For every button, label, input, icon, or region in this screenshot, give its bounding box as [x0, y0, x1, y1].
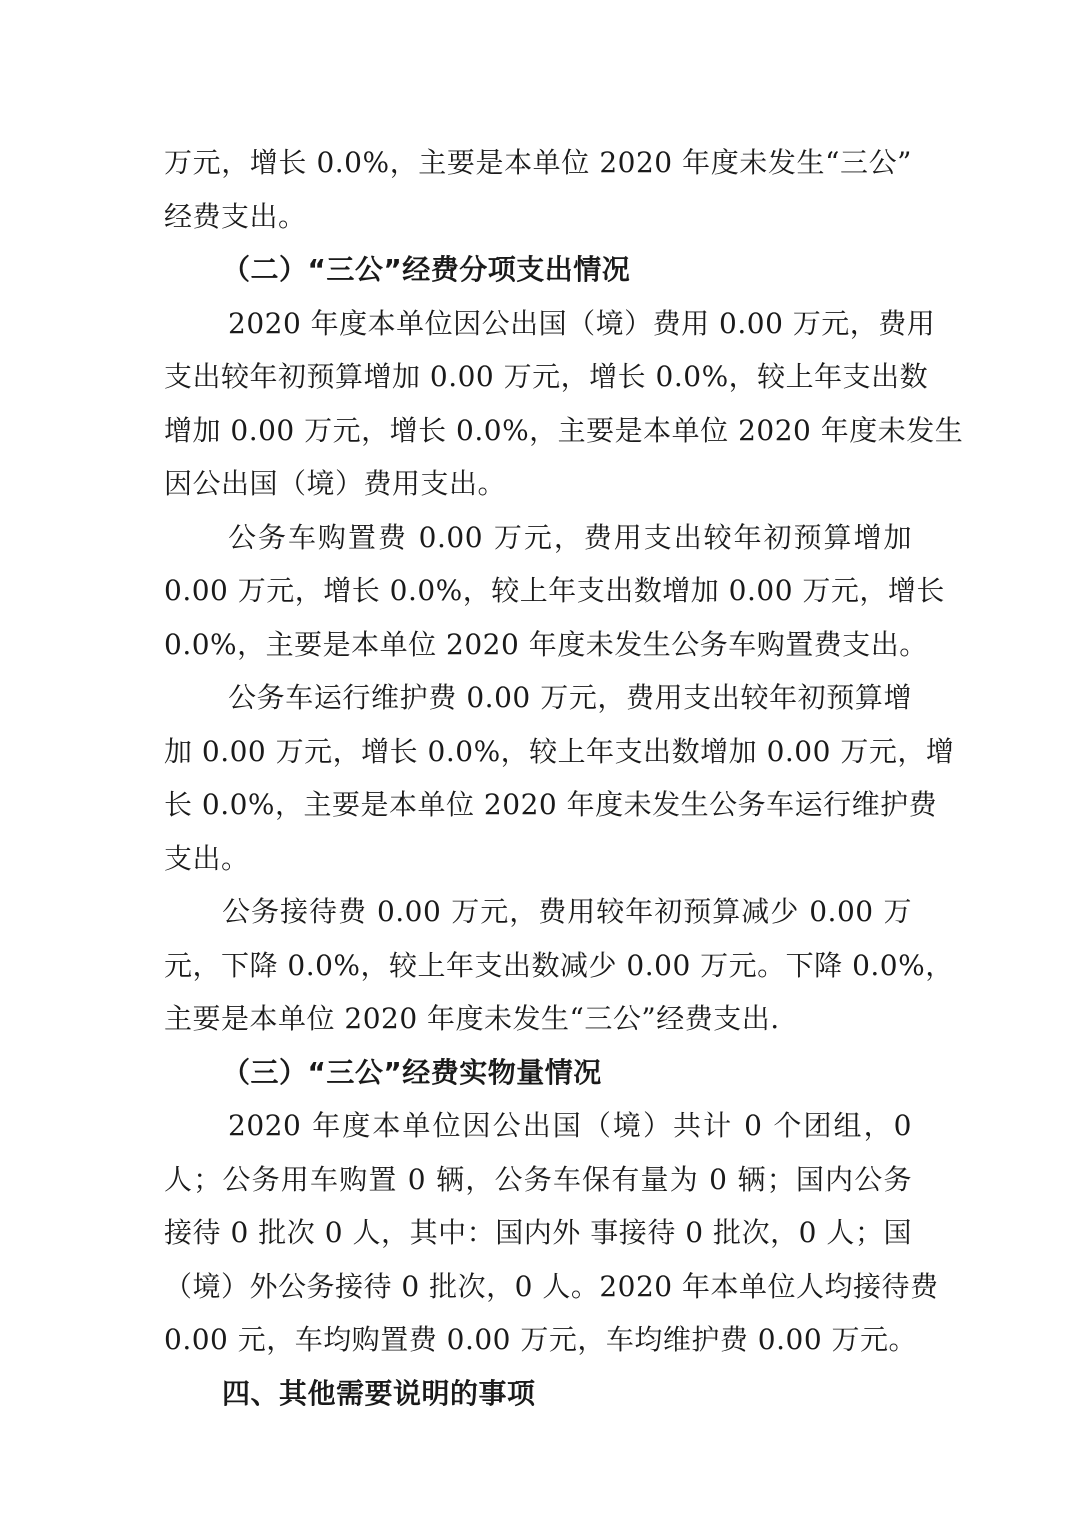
paragraph-line: 公务车运行维护费 0.00 万元，费用支出较年初预算增 — [228, 681, 912, 714]
document-page — [164, 136, 964, 1420]
paragraph-line: 人；公务用车购置 0 辆，公务车保有量为 0 辆；国内公务 — [164, 1162, 912, 1196]
paragraph-line: 增加 0.00 万元，增长 0.0%，主要是本单位 2020 年度未发生 — [164, 413, 964, 447]
paragraph-line: 经费支出。 — [164, 199, 307, 233]
section-heading-2: （二）“三公”经费分项支出情况 — [222, 253, 631, 286]
paragraph-line: 0.0%，主要是本单位 2020 年度未发生公务车购置费支出。 — [164, 627, 928, 661]
paragraph-line: 2020 年度本单位因公出国（境）共计 0 个团组，0 — [228, 1109, 912, 1142]
paragraph-line: 公务车购置费 0.00 万元，费用支出较年初预算增加 — [228, 520, 912, 554]
paragraph-line: 公务接待费 0.00 万元，费用较年初预算减少 0.00 万 — [222, 895, 912, 928]
paragraph-line: 2020 年度本单位因公出国（境）费用 0.00 万元，费用 — [228, 306, 936, 340]
paragraph-line: 元，下降 0.0%，较上年支出数减少 0.00 万元。下降 0.0%， — [164, 948, 954, 982]
paragraph-line: 因公出国（境）费用支出。 — [164, 467, 507, 500]
paragraph-line: 接待 0 批次 0 人，其中：国内外 事接待 0 批次，0 人；国 — [164, 1216, 912, 1249]
section-heading-3: （三）“三公”经费实物量情况 — [222, 1055, 602, 1089]
paragraph-line: （境）外公务接待 0 批次，0 人。2020 年本单位人均接待费 — [164, 1269, 939, 1303]
paragraph-line: 万元，增长 0.0%，主要是本单位 2020 年度未发生“三公” — [164, 146, 912, 179]
paragraph-line: 0.00 万元，增长 0.0%，较上年支出数增加 0.00 万元，增长 — [164, 574, 945, 607]
paragraph-line: 支出较年初预算增加 0.00 万元，增长 0.0%，较上年支出数 — [164, 360, 929, 393]
paragraph-line: 长 0.0%，主要是本单位 2020 年度未发生公务车运行维护费 — [164, 788, 938, 821]
paragraph-line: 0.00 元，车均购置费 0.00 万元，车均维护费 0.00 万元。 — [164, 1323, 918, 1356]
paragraph-line: 主要是本单位 2020 年度未发生“三公”经费支出. — [164, 1002, 780, 1035]
paragraph-line: 加 0.00 万元，增长 0.0%，较上年支出数增加 0.00 万元，增 — [164, 734, 955, 768]
paragraph-line: 支出。 — [164, 841, 250, 875]
section-heading-4: 四、其他需要说明的事项 — [222, 1376, 536, 1410]
